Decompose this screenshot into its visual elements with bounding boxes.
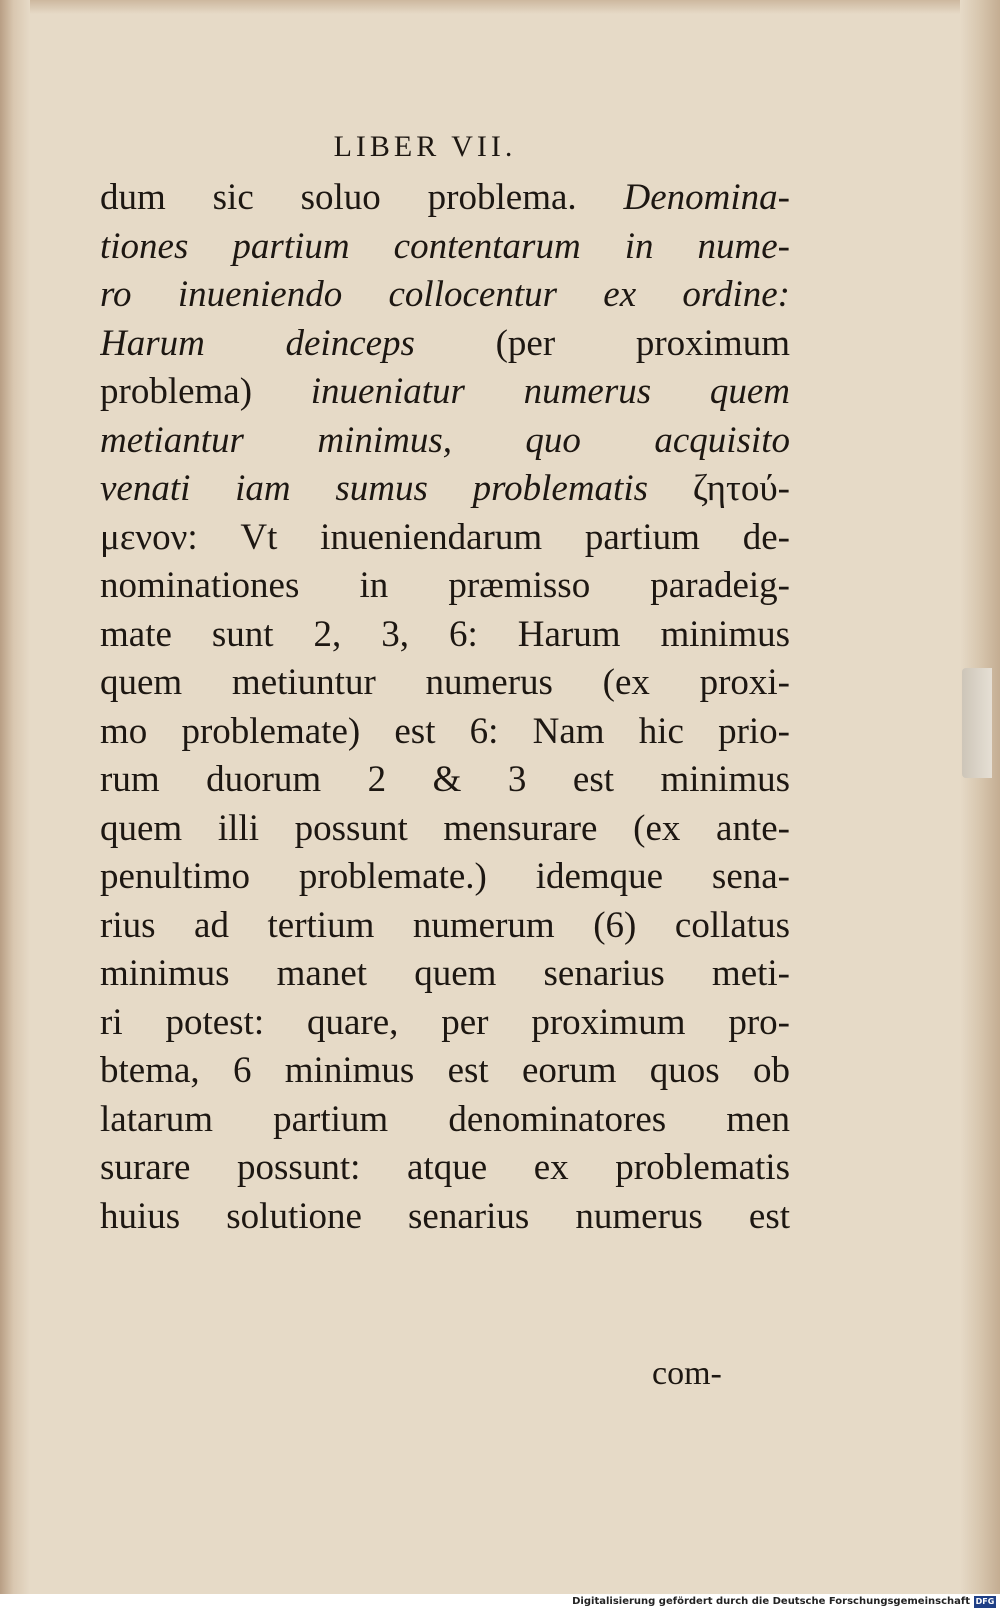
text-line (100, 320, 790, 369)
text-segment: Harum deinceps (100, 322, 496, 364)
text-line (100, 562, 790, 611)
text-segment: rum duorum 2 & 3 est minimus (100, 759, 790, 800)
text-segment: mate sunt 2, 3, 6: Harum minimus (100, 613, 790, 655)
text-line (100, 950, 790, 999)
text-segment: quem metiuntur numerus (ex proxi- (100, 662, 790, 703)
text-segment: quem illi possunt mensurare (ex ante- (100, 807, 790, 849)
body-text (100, 174, 790, 1241)
text-segment: μενον: (100, 516, 241, 558)
text-segment: inueniatur numerus quem (310, 371, 790, 412)
text-line (100, 368, 790, 417)
text-line (100, 756, 790, 805)
text-segment: Vt inueniendarum partium de- (240, 516, 790, 558)
text-segment: btema, 6 minimus est eorum quos ob (100, 1050, 790, 1091)
catchword: com- (652, 1355, 722, 1392)
text-segment: surare possunt: atque ex problematis (100, 1147, 790, 1188)
text-line (100, 223, 790, 272)
text-line (100, 999, 790, 1048)
text-segment: nominationes in præmisso paradeig- (100, 565, 790, 606)
text-segment: penultimo problemate.) idemque sena- (100, 856, 790, 897)
text-segment: Denomina- (623, 177, 790, 218)
text-line (100, 659, 790, 708)
text-segment: minimus manet quem senarius meti- (100, 953, 790, 994)
bookmark-tab (962, 668, 992, 778)
text-line (100, 271, 790, 320)
page-edge-left (0, 0, 30, 1594)
text-segment: rius ad tertium numerum (6) collatus (100, 904, 790, 946)
text-line (100, 708, 790, 757)
text-line (100, 611, 790, 660)
text-line (100, 1096, 790, 1145)
text-segment: huius solutione senarius numerus est (100, 1195, 790, 1237)
text-line (100, 1047, 790, 1096)
text-segment: problema) (100, 371, 311, 412)
page-edge-top (0, 0, 1000, 14)
text-segment: (per proximum (495, 322, 790, 364)
text-line (100, 174, 790, 223)
text-segment: mo problemate) est 6: Nam hic prio- (100, 710, 790, 752)
text-line (100, 805, 790, 854)
text-line (100, 417, 790, 466)
text-line (100, 465, 790, 514)
dfg-logo: DFG (975, 1597, 995, 1606)
text-line (100, 514, 790, 563)
text-block (100, 130, 790, 1241)
running-head: LIBER VII. (333, 130, 517, 163)
text-line (100, 853, 790, 902)
text-segment: ri potest: quare, per proximum pro- (100, 1001, 790, 1043)
digitization-footer (0, 1594, 1000, 1610)
text-segment: metiantur minimus, quo acquisito (100, 419, 790, 461)
text-line (100, 1193, 790, 1242)
text-line (100, 902, 790, 951)
page-edge-right (960, 0, 1000, 1594)
footer-credit: Digitalisierung gefördert durch die Deutsche Forschungsgemeinschaft (572, 1596, 970, 1607)
text-segment: venati iam sumus problematis (100, 468, 693, 509)
text-segment: latarum partium denominatores men (100, 1098, 790, 1140)
text-segment: dum sic soluo problema. (100, 177, 624, 218)
text-line (100, 1144, 790, 1193)
text-segment: ζητού- (692, 468, 790, 509)
text-segment: ro inueniendo collocentur ex ordine: (100, 274, 790, 315)
text-segment: tiones partium contentarum in nume- (100, 225, 790, 267)
